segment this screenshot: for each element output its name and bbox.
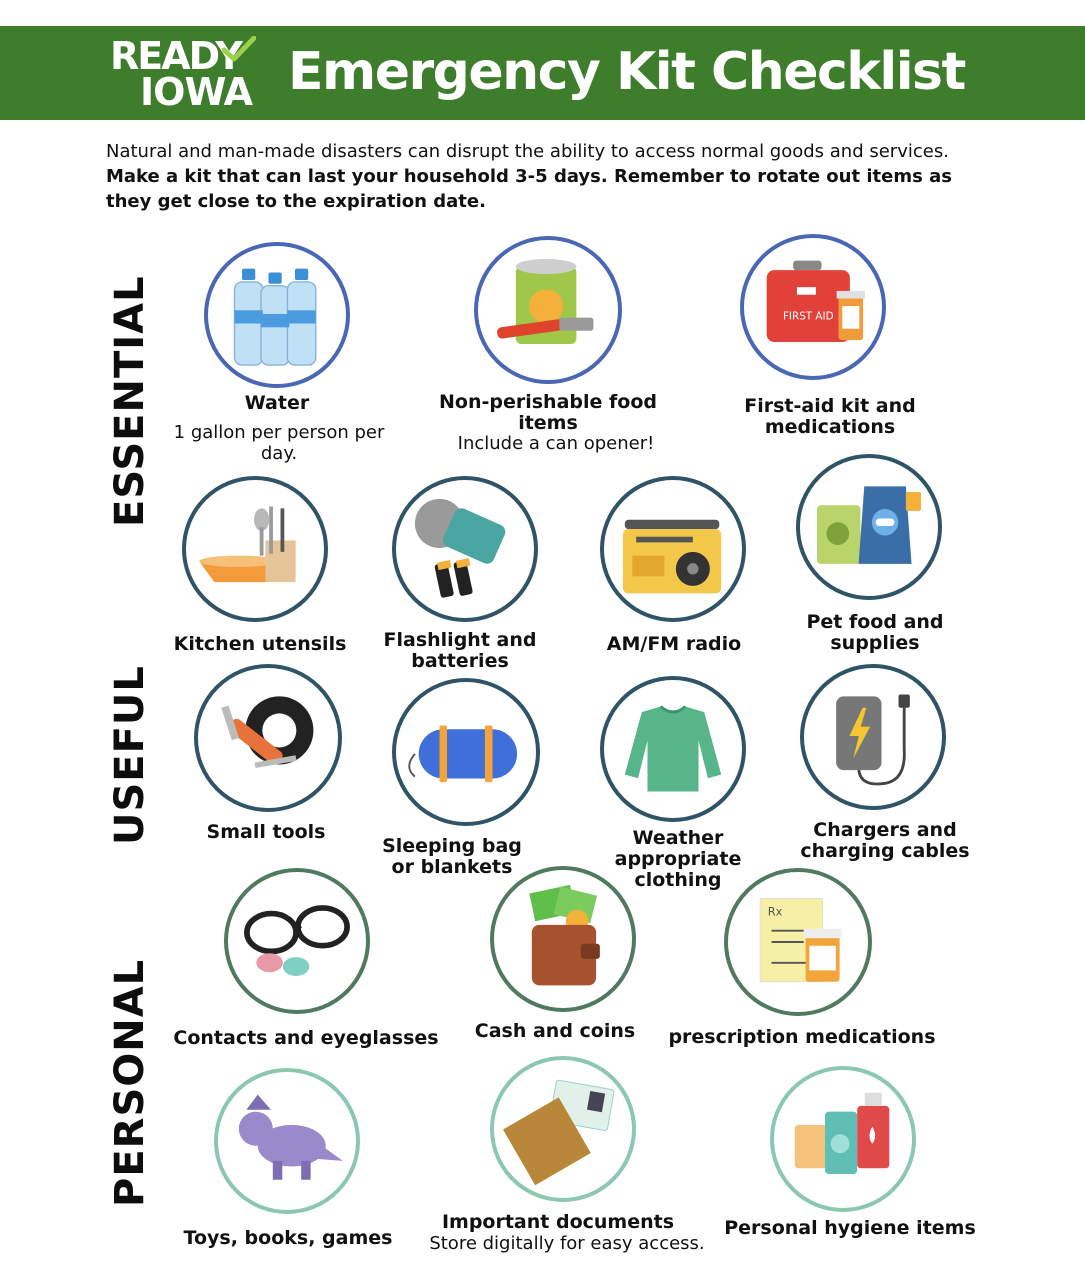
sweater-icon — [604, 680, 742, 818]
radio-label: AM/FM radio — [606, 633, 742, 655]
clothing-circle — [600, 676, 746, 822]
food-sub: Include a can opener! — [457, 433, 655, 454]
wallet-icon — [494, 870, 632, 1008]
utensils-label: Kitchen utensils — [173, 633, 347, 655]
toy-dinosaur-icon — [218, 1072, 356, 1210]
pet-circle — [796, 454, 942, 600]
documents-icon — [494, 1060, 632, 1198]
sleeping-circle — [392, 678, 540, 826]
check-mark-icon — [222, 36, 256, 62]
canned-food-icon — [478, 240, 618, 380]
svg-text:Rx: Rx — [767, 904, 783, 919]
section-essential: ESSENTIAL — [107, 275, 153, 527]
sleeping-bag-icon — [396, 682, 536, 822]
firstaid-label: First-aid kit and medications — [744, 395, 916, 438]
first-aid-text: FIRST AID — [782, 310, 834, 323]
intro-paragraph — [106, 139, 986, 214]
radio-circle — [600, 476, 746, 622]
water-circle — [204, 242, 350, 388]
kitchen-utensils-icon — [186, 480, 324, 618]
hygiene-label: Personal hygiene items — [724, 1217, 976, 1239]
rx-label: prescription medications — [668, 1026, 936, 1048]
food-circle — [474, 236, 622, 384]
flashlight-icon — [396, 480, 534, 618]
header-banner — [0, 26, 1085, 120]
water-label: Water — [244, 392, 310, 414]
glasses-circle — [224, 868, 370, 1014]
tools-icon — [198, 668, 338, 808]
intro-bold-text: Make a kit that can last your household 3-5 days. Remember to rotate out items as they get close to the expiration date. — [106, 166, 952, 212]
chargers-label: Chargers and charging cables — [800, 819, 970, 862]
intro-plain-text: Natural and man-made disasters can disrupt the ability to access normal goods and services. — [106, 141, 949, 162]
utensils-circle — [182, 476, 328, 622]
logo-iowa-text: IOWA — [140, 70, 253, 114]
documents-circle — [490, 1056, 636, 1202]
glasses-label: Contacts and eyeglasses — [173, 1027, 439, 1049]
charger-icon — [804, 668, 942, 806]
water-bottles-icon — [208, 246, 346, 384]
section-personal: PERSONAL — [107, 958, 153, 1207]
rx-circle — [724, 868, 872, 1016]
ready-iowa-logo — [110, 36, 260, 112]
tools-circle — [194, 664, 342, 812]
toys-label: Toys, books, games — [183, 1227, 393, 1249]
logo-ready-text: READY — [110, 34, 241, 78]
documents-sub: Store digitally for easy access. — [429, 1233, 705, 1254]
pet-food-icon — [800, 458, 938, 596]
sleeping-label: Sleeping bag or blankets — [382, 835, 522, 878]
hygiene-icon — [774, 1070, 912, 1208]
radio-icon — [604, 480, 742, 618]
firstaid-circle — [740, 234, 886, 380]
first-aid-kit-icon — [744, 238, 882, 376]
clothing-label: Weather appropriate clothing — [614, 827, 742, 891]
flashlight-label: Flashlight and batteries — [383, 629, 537, 672]
hygiene-circle — [770, 1066, 916, 1212]
cash-circle — [490, 866, 636, 1012]
chargers-circle — [800, 664, 946, 810]
tools-label: Small tools — [206, 821, 326, 843]
cash-label: Cash and coins — [474, 1020, 636, 1042]
water-sub: 1 gallon per person per day. — [173, 422, 385, 464]
section-useful: USEFUL — [107, 665, 153, 845]
eyeglasses-icon — [228, 872, 366, 1010]
prescription-icon — [728, 872, 868, 1012]
page-title: Emergency Kit Checklist — [288, 42, 965, 102]
food-label: Non-perishable food items — [439, 391, 657, 434]
documents-label: Important documents — [441, 1211, 675, 1233]
toys-circle — [214, 1068, 360, 1214]
flashlight-circle — [392, 476, 538, 622]
pet-label: Pet food and supplies — [806, 611, 944, 654]
